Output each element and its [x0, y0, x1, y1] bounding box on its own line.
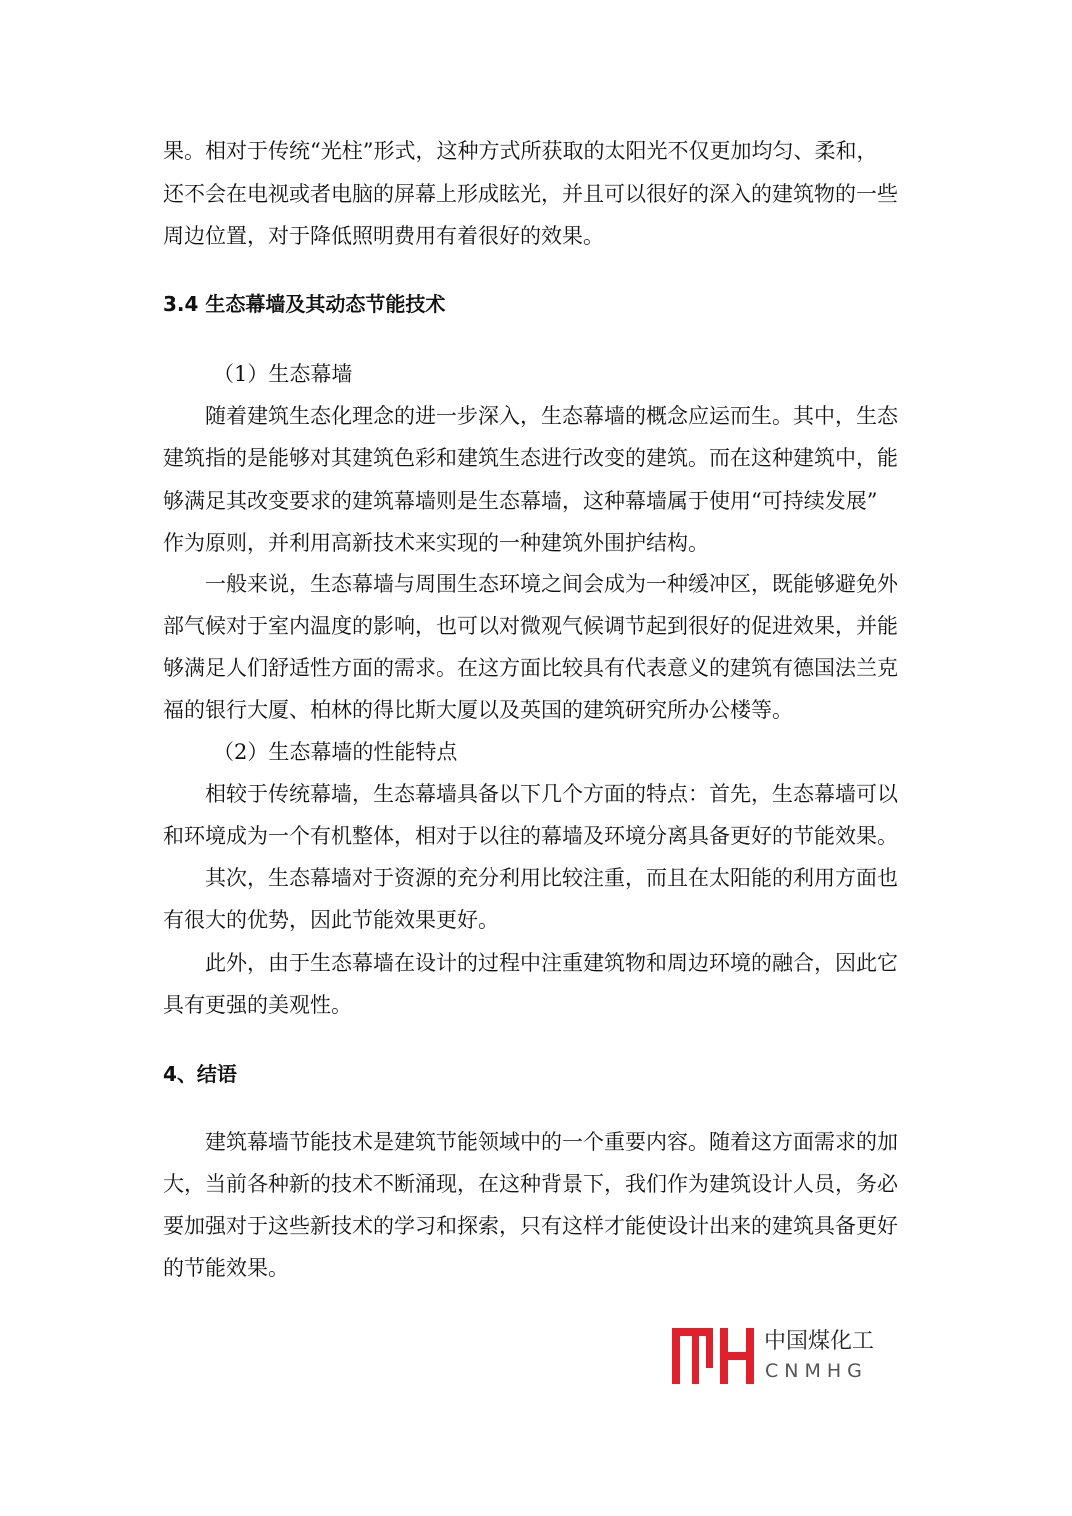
paragraph-line: 和环境成为一个有机整体，相对于以往的幕墙及环境分离具备更好的节能效果。	[163, 824, 898, 848]
subheading-ecological-curtain-wall: （1）生态幕墙	[213, 362, 353, 386]
paragraph-line: 具有更强的美观性。	[163, 993, 352, 1017]
paragraph-line: 作为原则，并利用高新技术来实现的一种建筑外围护结构。	[163, 531, 709, 555]
logo-name-chinese: 中国煤化工	[764, 1329, 875, 1354]
paragraph-line: 有很大的优势，因此节能效果更好。	[163, 908, 499, 932]
paragraph-line: 此外，由于生态幕墙在设计的过程中注重建筑物和周边环境的融合，因此它	[205, 951, 898, 975]
paragraph-line: 大，当前各种新的技术不断涌现，在这种背景下，我们作为建筑设计人员，务必	[163, 1172, 898, 1196]
paragraph-line: 果。相对于传统“光柱”形式，这种方式所获取的太阳光不仅更加均匀、柔和，	[163, 139, 878, 163]
paragraph-line: 够满足人们舒适性方面的需求。在这方面比较具有代表意义的建筑有德国法兰克	[163, 656, 898, 680]
section-heading-4: 4、结语	[163, 1062, 237, 1086]
paragraph-line: 够满足其改变要求的建筑幕墙则是生态幕墙，这种幕墙属于使用“可持续发展”	[163, 489, 878, 513]
paragraph-line: 其次，生态幕墙对于资源的充分利用比较注重，而且在太阳能的利用方面也	[205, 866, 898, 890]
paragraph-line: 建筑指的是能够对其建筑色彩和建筑生态进行改变的建筑。而在这种建筑中，能	[163, 446, 898, 470]
paragraph-line: 福的银行大厦、柏林的得比斯大厦以及英国的建筑研究所办公楼等。	[163, 698, 793, 722]
paragraph-line: 的节能效果。	[163, 1256, 289, 1280]
paragraph-line: 相较于传统幕墙，生态幕墙具备以下几个方面的特点：首先，生态幕墙可以	[205, 782, 898, 806]
section-heading-3-4: 3.4 生态幕墙及其动态节能技术	[163, 292, 446, 316]
paragraph-line: 建筑幕墙节能技术是建筑节能领域中的一个重要内容。随着这方面需求的加	[205, 1130, 898, 1154]
paragraph-line: 要加强对于这些新技术的学习和探索，只有这样才能使设计出来的建筑具备更好	[163, 1214, 898, 1238]
logo-name-english: CNMHG	[765, 1360, 868, 1382]
paragraph-line: 部气候对于室内温度的影响，也可以对微观气候调节起到很好的促进效果，并能	[163, 614, 898, 638]
paragraph-line: 随着建筑生态化理念的进一步深入，生态幕墙的概念应运而生。其中，生态	[205, 404, 898, 428]
mh-logo-icon	[670, 1326, 758, 1386]
paragraph-line: 还不会在电视或者电脑的屏幕上形成眩光，并且可以很好的深入的建筑物的一些	[163, 182, 898, 206]
paragraph-line: 周边位置，对于降低照明费用有着很好的效果。	[163, 224, 604, 248]
cnmhg-logo	[670, 1326, 890, 1390]
paragraph-line: 一般来说，生态幕墙与周围生态环境之间会成为一种缓冲区，既能够避免外	[205, 572, 898, 596]
subheading-performance-features: （2）生态幕墙的性能特点	[213, 740, 458, 764]
